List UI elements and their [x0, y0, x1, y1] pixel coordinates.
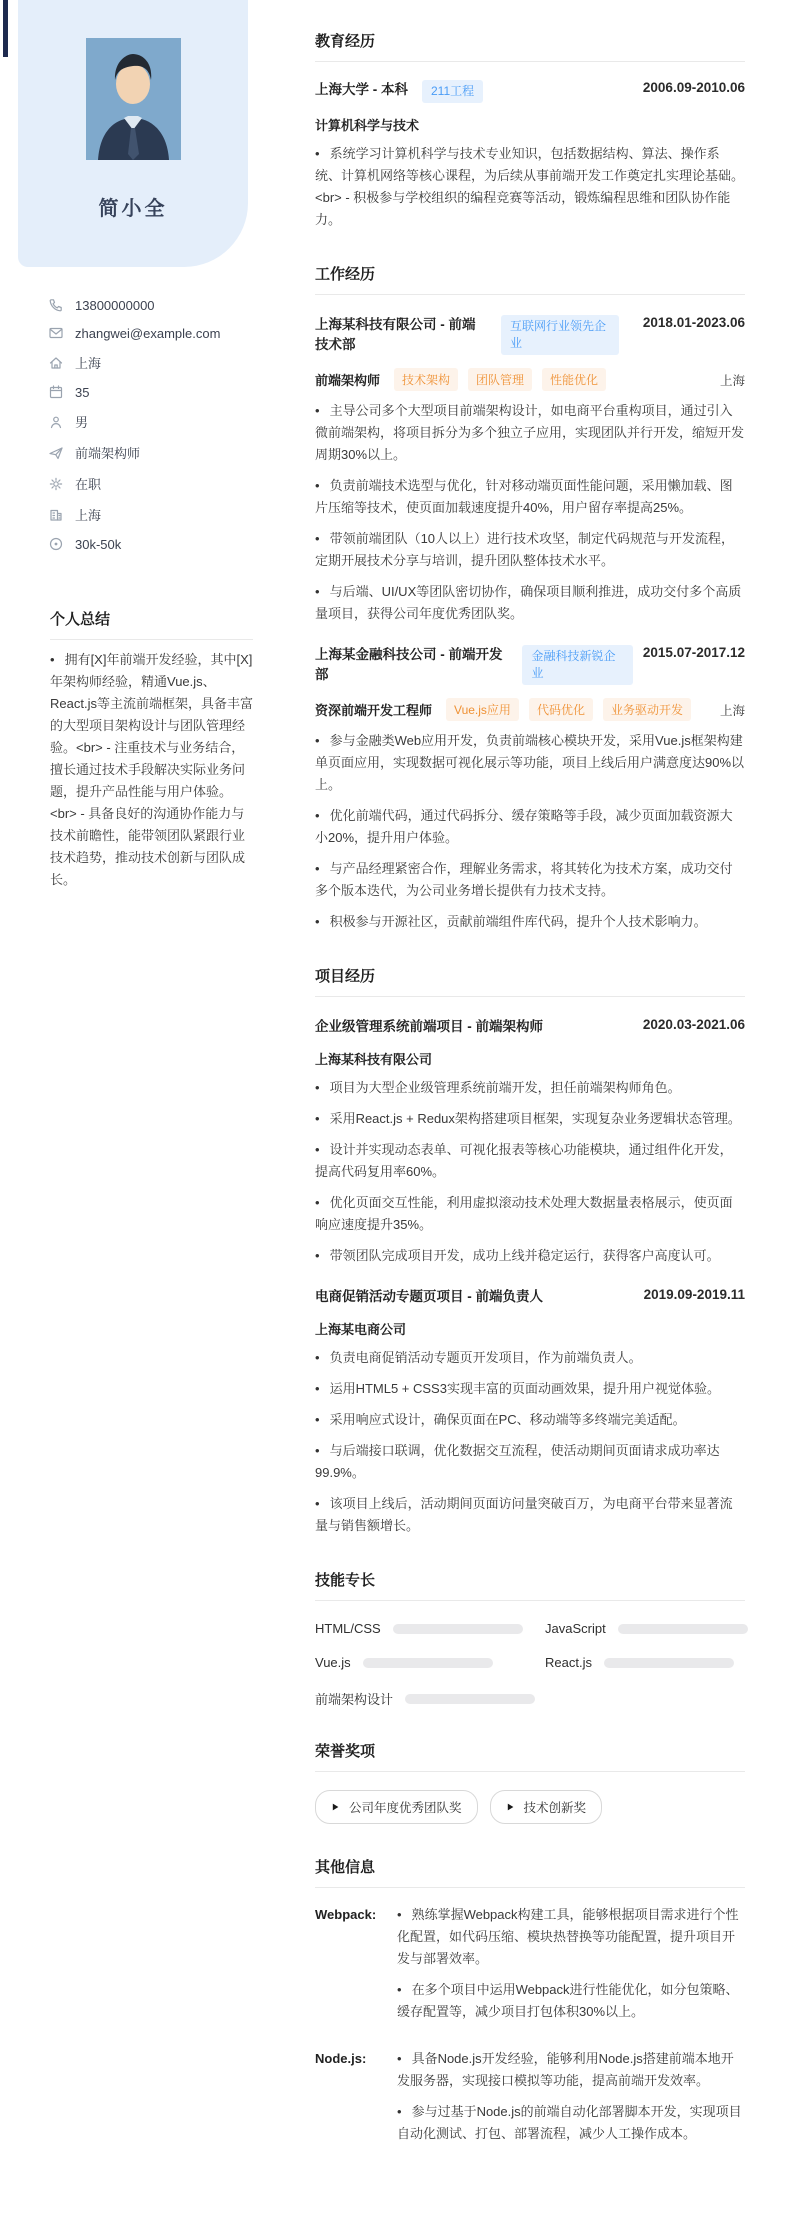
role-row	[315, 368, 745, 391]
contact-value: 在职	[75, 477, 102, 492]
school-badge: 211工程	[422, 80, 483, 103]
main-column	[315, 0, 745, 2186]
other-bullet: • 参与过基于Node.js的前端自动化部署脚本开发，实现项目自动化测试、打包、部署流程，减少人工操作成本。	[397, 2101, 745, 2145]
contact-value: 30k-50k	[75, 536, 122, 552]
other-content	[397, 1904, 745, 2032]
profile-photo	[86, 38, 181, 160]
project-bullet: • 采用React.js + Redux架构搭建项目框架，实现复杂业务逻辑状态管理。	[315, 1108, 745, 1130]
skill-bar	[604, 1658, 734, 1668]
role-name: 前端架构师	[315, 373, 381, 388]
work-entry-head	[315, 315, 745, 355]
gear-icon	[48, 476, 64, 492]
skill-bar	[393, 1624, 523, 1634]
work-bullet: • 参与金融类Web应用开发，负责前端核心模块开发，采用Vue.js框架构建单页面应用，实现数据可视化展示等功能，项目上线后用户满意度达90%以上。	[315, 730, 745, 796]
home-icon	[48, 355, 64, 371]
project-entry-head	[315, 1287, 745, 1307]
project-bullet: • 优化页面交互性能，利用虚拟滚动技术处理大数据量表格展示，使页面响应速度提升35%。	[315, 1192, 745, 1236]
contact-item-phone	[48, 297, 255, 313]
contact-item-gender	[48, 412, 255, 431]
contact-value: 上海	[75, 508, 102, 523]
target-icon	[48, 536, 64, 552]
work-date: 2015.07-2017.12	[642, 645, 745, 660]
person-icon	[48, 414, 64, 430]
project-entry-head	[315, 1017, 745, 1037]
work-section	[315, 263, 745, 933]
projects-title: 项目经历	[315, 965, 745, 997]
honor-label: 技术创新奖	[523, 1801, 587, 1815]
company-badge: 金融科技新锐企业	[522, 645, 632, 685]
project-name: 企业级管理系统前端项目 - 前端架构师	[315, 1019, 543, 1034]
work-date: 2018.01-2023.06	[642, 315, 745, 330]
play-icon	[506, 1802, 515, 1812]
other-content	[397, 2048, 745, 2154]
role-tags	[446, 698, 691, 721]
company-badge: 互联网行业领先企业	[501, 315, 619, 355]
role-tags	[394, 368, 606, 391]
project-date: 2019.09-2019.11	[643, 1287, 745, 1302]
skill-name: JavaScript	[545, 1621, 606, 1636]
role-tag: 团队管理	[468, 368, 532, 391]
project-entry	[315, 1287, 745, 1537]
contact-item-status	[48, 474, 255, 493]
work-entry	[315, 315, 745, 625]
honor-label: 公司年度优秀团队奖	[349, 1801, 462, 1815]
project-entry	[315, 1017, 745, 1267]
accent-bar	[3, 0, 8, 57]
skill-item	[545, 1621, 748, 1636]
honor-pill[interactable]	[490, 1790, 603, 1824]
work-bullet: • 与产品经理紧密合作，理解业务需求，将其转化为技术方案，成功交付多个版本迭代，为公司业务增长提供有力技术支持。	[315, 858, 745, 902]
other-bullet: • 在多个项目中运用Webpack进行性能优化，如分包策略、缓存配置等，减少项目打包体积30%以上。	[397, 1979, 745, 2023]
skill-bar	[363, 1658, 493, 1668]
projects-section	[315, 965, 745, 1537]
contact-item-position	[48, 443, 255, 462]
skills-title: 技能专长	[315, 1569, 745, 1601]
project-bullet: • 采用响应式设计，确保页面在PC、移动端等多终端完美适配。	[315, 1409, 745, 1431]
education-title: 教育经历	[315, 30, 745, 62]
profile-card	[18, 0, 248, 267]
other-entry	[315, 2048, 745, 2154]
play-icon	[331, 1802, 340, 1812]
honor-pill[interactable]	[315, 1790, 478, 1824]
contact-item-email	[48, 325, 255, 341]
project-bullet: • 运用HTML5 + CSS3实现丰富的页面动画效果，提升用户视觉体验。	[315, 1378, 745, 1400]
skill-name: 前端架构设计	[315, 1692, 394, 1707]
skill-item	[315, 1689, 545, 1708]
skill-item	[545, 1655, 748, 1670]
project-bullet: • 带领团队完成项目开发，成功上线并稳定运行，获得客户高度认可。	[315, 1245, 745, 1267]
other-term: Webpack:	[315, 1907, 377, 1922]
contact-item-target-city	[48, 505, 255, 524]
project-name: 电商促销活动专题页项目 - 前端负责人	[315, 1289, 543, 1304]
paper-plane-icon	[48, 445, 64, 461]
project-bullet: • 与后端接口联调，优化数据交互流程，使活动期间页面请求成功率达99.9%。	[315, 1440, 745, 1484]
role-tag: 技术架构	[394, 368, 458, 391]
contact-value: 男	[75, 415, 89, 430]
skill-bar	[405, 1694, 535, 1704]
skills-section	[315, 1569, 745, 1708]
school-name: 上海大学 - 本科	[315, 82, 408, 97]
project-bullet: • 该项目上线后，活动期间页面访问量突破百万，为电商平台带来显著流量与销售额增长。	[315, 1493, 745, 1537]
contact-list	[48, 297, 255, 552]
education-date: 2006.09-2010.06	[642, 80, 745, 95]
other-title: 其他信息	[315, 1856, 745, 1888]
skill-item	[315, 1621, 545, 1636]
work-bullet: • 带领前端团队（10人以上）进行技术攻坚，制定代码规范与开发流程，定期开展技术分享与培训，提升团队整体技术水平。	[315, 528, 745, 572]
skill-name: Vue.js	[315, 1655, 351, 1670]
project-company: 上海某科技有限公司	[315, 1052, 433, 1067]
education-bullet: • 系统学习计算机科学与技术专业知识，包括数据结构、算法、操作系统、计算机网络等核心课程，为后续从事前端开发工作奠定扎实理论基础。<br> - 积极参与学校组织的编程竞赛等活动，锻炼编程思维和团队协作能力。	[315, 143, 745, 231]
work-bullet: • 积极参与开源社区，贡献前端组件库代码，提升个人技术影响力。	[315, 911, 745, 933]
contact-item-salary	[48, 536, 255, 552]
role-tag: 代码优化	[529, 698, 593, 721]
skill-bar	[618, 1624, 748, 1634]
work-location: 上海	[719, 373, 745, 388]
contact-value: zhangwei@example.com	[75, 325, 221, 341]
skills-grid	[315, 1621, 745, 1708]
project-company: 上海某电商公司	[315, 1322, 407, 1337]
summary-title: 个人总结	[50, 608, 253, 640]
summary-text: • 拥有[X]年前端开发经验，其中[X]年架构师经验，精通Vue.js、React.js等主流前端框架，具备丰富的大型项目架构设计与团队管理经验。<br> - 注重技术与业务结合，擅长通过技术手段解决实际业务问题，提升产品性能与用户体验。<br> - 具备良好的沟通协作能力与技术前瞻性，能带领团队紧跟行业技术趋势，推动技术创新与团队成长。	[50, 649, 253, 891]
other-bullet: • 熟练掌握Webpack构建工具，能够根据项目需求进行个性化配置，如代码压缩、模块热替换等功能配置，提升项目开发与部署效率。	[397, 1904, 745, 1970]
phone-icon	[48, 297, 64, 313]
company-name: 上海某科技有限公司 - 前端技术部	[315, 317, 476, 352]
building-icon	[48, 507, 64, 523]
contact-item-age	[48, 384, 255, 400]
project-bullet: • 项目为大型企业级管理系统前端开发，担任前端架构师角色。	[315, 1077, 745, 1099]
work-entry-head	[315, 645, 745, 685]
other-entry	[315, 1904, 745, 2032]
contact-value: 前端架构师	[75, 446, 141, 461]
skill-name: React.js	[545, 1655, 592, 1670]
work-bullet: • 与后端、UI/UX等团队密切协作，确保项目顺利推进，成功交付多个高质量项目，获得公司年度优秀团队奖。	[315, 581, 745, 625]
other-bullet: • 具备Node.js开发经验，能够利用Node.js搭建前端本地开发服务器，实现接口模拟等功能，提高前端开发效率。	[397, 2048, 745, 2092]
education-entry-head	[315, 80, 745, 103]
work-bullet: • 负责前端技术选型与优化，针对移动端页面性能问题，采用懒加载、图片压缩等技术，使页面加载速度提升40%，用户留存率提高25%。	[315, 475, 745, 519]
work-title: 工作经历	[315, 263, 745, 295]
contact-value: 上海	[75, 356, 102, 371]
role-tag: 业务驱动开发	[603, 698, 691, 721]
contact-item-city	[48, 353, 255, 372]
honors-section	[315, 1740, 745, 1824]
skill-name: HTML/CSS	[315, 1621, 381, 1636]
profile-photo-illustration	[86, 38, 181, 160]
honors-title: 荣誉奖项	[315, 1740, 745, 1772]
role-name: 资深前端开发工程师	[315, 703, 433, 718]
project-date: 2020.03-2021.06	[642, 1017, 745, 1032]
calendar-icon	[48, 384, 64, 400]
other-term: Node.js:	[315, 2051, 367, 2066]
sidebar	[0, 0, 255, 2186]
work-location: 上海	[719, 703, 745, 718]
contact-value: 35	[75, 384, 90, 400]
education-major: 计算机科学与技术	[315, 118, 420, 133]
project-bullet: • 设计并实现动态表单、可视化报表等核心功能模块，通过组件化开发，提高代码复用率60%。	[315, 1139, 745, 1183]
company-name: 上海某金融科技公司 - 前端开发部	[315, 647, 503, 682]
project-bullet: • 负责电商促销活动专题页开发项目，作为前端负责人。	[315, 1347, 745, 1369]
contact-value: 13800000000	[75, 297, 155, 313]
summary-section	[50, 608, 253, 891]
work-bullet: • 主导公司多个大型项目前端架构设计，如电商平台重构项目，通过引入微前端架构，将项目拆分为多个独立子应用，实现团队并行开发，缩短开发周期30%以上。	[315, 400, 745, 466]
work-bullet: • 优化前端代码，通过代码拆分、缓存策略等手段，减少页面加载资源大小20%，提升用户体验。	[315, 805, 745, 849]
role-tag: 性能优化	[542, 368, 606, 391]
other-section	[315, 1856, 745, 2154]
mail-icon	[48, 325, 64, 341]
role-row	[315, 698, 745, 721]
skill-item	[315, 1655, 545, 1670]
education-section	[315, 30, 745, 231]
role-tag: Vue.js应用	[446, 698, 519, 721]
honor-list	[315, 1790, 745, 1824]
work-entry	[315, 645, 745, 933]
profile-name: 简小全	[98, 198, 168, 220]
